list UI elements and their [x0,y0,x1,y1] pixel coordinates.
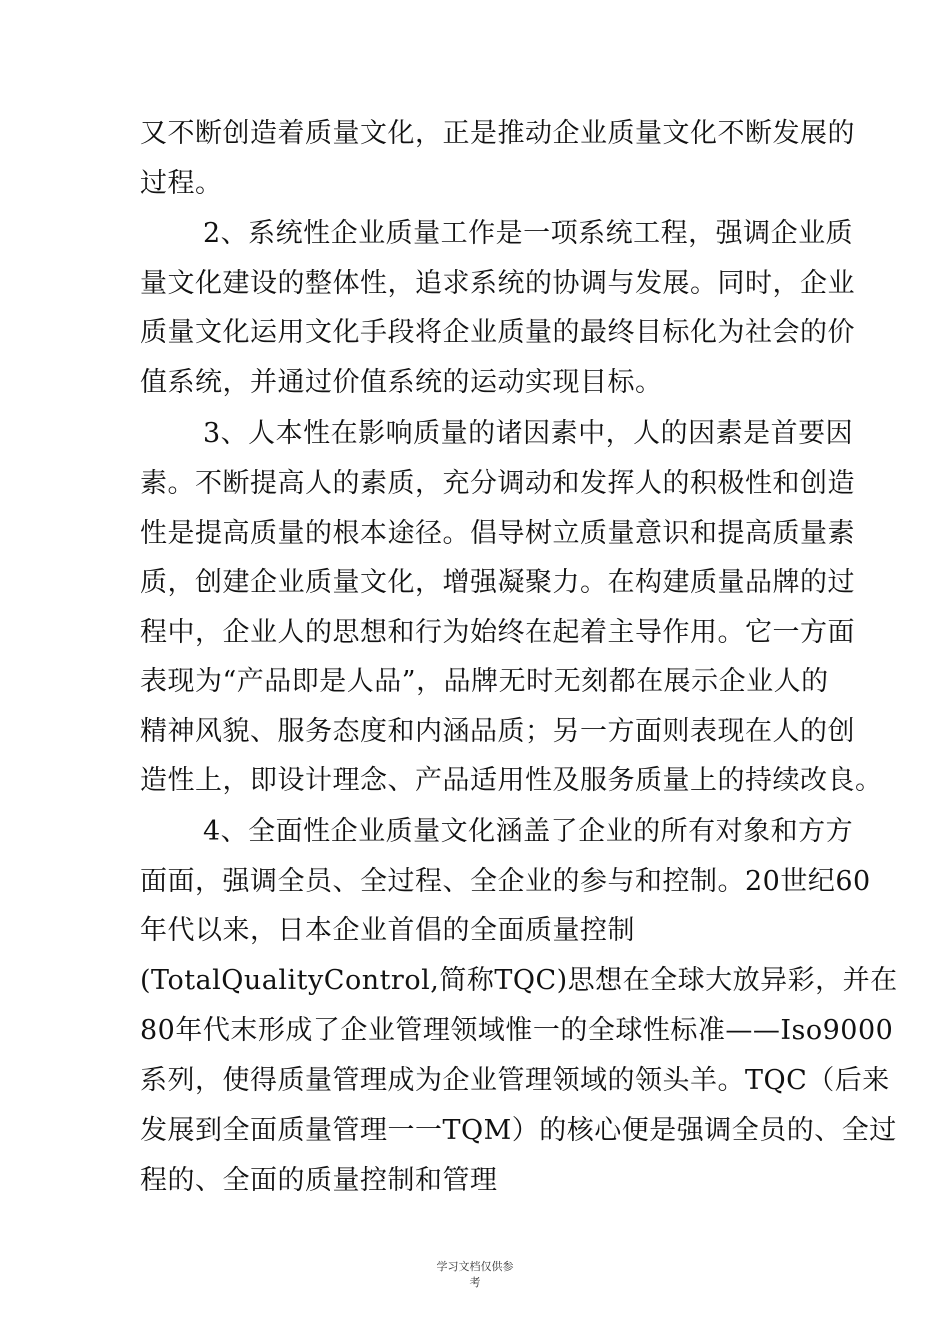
paragraph-line: 质量文化运用文化手段将企业质量的最终目标化为社会的价 [140,317,855,348]
paragraph-line: 2、系统性企业质量工作是一项系统工程，强调企业质 [203,218,854,249]
paragraph-line: 精神风貌、服务态度和内涵品质；另一方面则表现在人的创 [140,716,855,747]
paragraph-line: 表现为“产品即是人品”，品牌无时无刻都在展示企业人的 [140,666,829,697]
paragraph-line: 面面，强调全员、全过程、全企业的参与和控制。20世纪60 [140,866,871,897]
paragraph-line: 80年代末形成了企业管理领域惟一的全球性标准——Iso9000 [140,1015,894,1046]
footer-line: 学习文档仅供参 [436,1260,514,1273]
paragraph-line: 程中，企业人的思想和行为始终在起着主导作用。它一方面 [140,617,855,648]
paragraph-line: (TotalQualityControl,简称TQC)思想在全球大放异彩，并在 [140,965,898,996]
paragraph-line: 3、人本性在影响质量的诸因素中，人的因素是首要因 [203,418,854,449]
paragraph-line: 性是提高质量的根本途径。倡导树立质量意识和提高质量素 [140,518,855,549]
paragraph-line: 发展到全面质量管理一一TQM）的核心便是强调全员的、全过 [140,1115,897,1146]
footer-note [0,1259,950,1291]
paragraph-line: 4、全面性企业质量文化涵盖了企业的所有对象和方方 [203,816,854,847]
paragraph-line: 过程。 [140,168,223,199]
paragraph-line: 程的、全面的质量控制和管理 [140,1165,498,1196]
paragraph-line: 又不断创造着质量文化，正是推动企业质量文化不断发展的 [140,118,855,149]
paragraph-line: 系列，使得质量管理成为企业管理领域的领头羊。TQC（后来 [140,1065,890,1096]
paragraph-line: 素。不断提高人的素质，充分调动和发挥人的积极性和创造 [140,468,855,499]
paragraph-line: 年代以来，日本企业首倡的全面质量控制 [140,915,635,946]
paragraph-line: 值系统，并通过价值系统的运动实现目标。 [140,367,663,398]
footer-line: 考 [469,1276,481,1289]
paragraph-line: 造性上，即设计理念、产品适用性及服务质量上的持续改良。 [140,765,883,796]
paragraph-line: 质，创建企业质量文化，增强凝聚力。在构建质量品牌的过 [140,567,855,598]
paragraph-line: 量文化建设的整体性，追求系统的协调与发展。同时，企业 [140,268,855,299]
